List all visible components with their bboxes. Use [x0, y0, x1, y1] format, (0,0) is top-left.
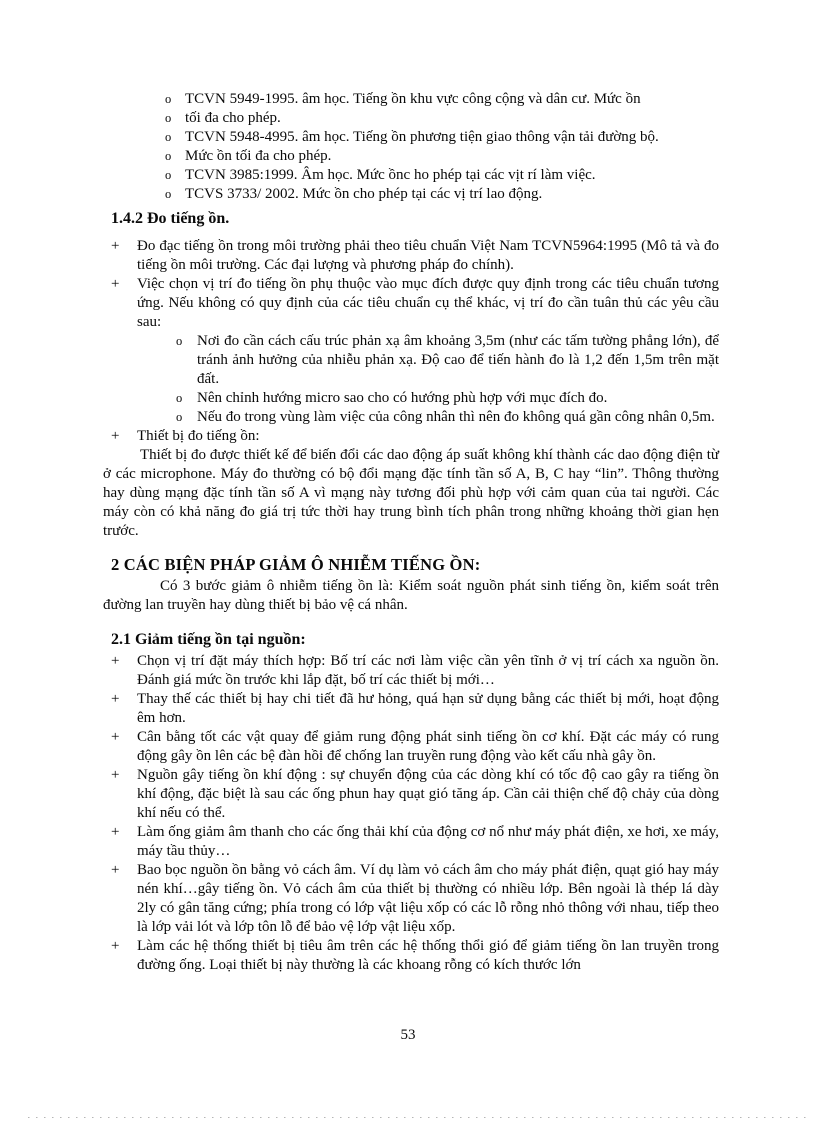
page-number: 53 — [400, 1027, 416, 1043]
equipment-paragraph: Thiết bị đo được thiết kế để biến đổi các dao động áp suất không khí thành các dao động điện từ ở các microphone. Máy đo thường có bộ đổi mạng đặc tính tần số A, B, C hay “lin”. Thông thường hay dùng mạng đặc tính tần số A vì mạng này tương đối phù hợp với cảm quan của tai người. Các máy còn có khả năng đo giá trị tức thời hay trung bình tích phân trong những khoảng thời gian hẹn trước. — [103, 447, 719, 539]
list-item — [103, 861, 719, 937]
list-item-text: Nơi đo cần cách cấu trúc phản xạ âm khoảng 3,5m (như các tấm tường phẳng lớn), để tránh ảnh hưởng của nhiễu phản xạ. Độ cao để tiến hành đo là 1,2 đến 1,5m trên mặt đất. — [197, 333, 719, 387]
list-item — [103, 109, 719, 128]
list-item-text: tối đa cho phép. — [185, 110, 281, 126]
plus-bullet-icon: + — [111, 824, 120, 840]
plus-bullet-icon: + — [111, 729, 120, 745]
list-item-text: Thay thế các thiết bị hay chi tiết đã hư hỏng, quá hạn sử dụng bằng các thiết bị mới, hoạt động êm hơn. — [137, 691, 719, 726]
plus-bullet-icon: + — [111, 428, 120, 444]
circle-bullet-icon: o — [165, 168, 172, 182]
equipment-list — [103, 427, 719, 446]
plus-bullet-icon: + — [111, 691, 120, 707]
circle-bullet-icon: o — [176, 391, 183, 405]
list-item — [103, 185, 719, 204]
plus-bullet-icon: + — [111, 767, 120, 783]
list-item-text: TCVS 3733/ 2002. Mức ồn cho phép tại các vị trí lao động. — [185, 186, 543, 202]
plus-bullet-icon: + — [111, 938, 120, 954]
circle-bullet-icon: o — [176, 334, 183, 348]
heading-measuring-noise: 1.4.2 Đo tiếng ồn. — [111, 210, 230, 227]
page-break-divider — [28, 1116, 808, 1118]
list-item-text: TCVN 5948-4995. âm học. Tiếng ồn phương tiện giao thông vận tải đường bộ. — [185, 129, 659, 145]
reduction-intro-paragraph: Có 3 bước giảm ô nhiễm tiếng ồn là: Kiểm soát nguồn phát sinh tiếng ồn, kiểm soát trên đường lan truyền hay dùng thiết bị bảo vệ cá nhân. — [103, 578, 719, 613]
list-item-text: Thiết bị đo tiếng ồn: — [137, 428, 260, 444]
list-item — [103, 427, 719, 446]
list-item-text: Nếu đo trong vùng làm việc của công nhân thì nên đo không quá gần công nhân 0,5m. — [197, 409, 715, 425]
list-item — [103, 823, 719, 861]
circle-bullet-icon: o — [165, 187, 172, 201]
measuring-list — [103, 237, 719, 332]
list-item-text: Làm các hệ thống thiết bị tiêu âm trên các hệ thống thổi gió để giảm tiếng ồn lan truyền trong đường ống. Loại thiết bị này thường là các khoang rỗng có kích thước lớn — [137, 938, 719, 973]
list-item-text: Nguồn gây tiếng ồn khí động : sự chuyển động của các dòng khí có tốc độ cao gây ra tiếng ồn khí động, đặc biệt là sau các ống phun hay quạt gió tăng áp. Cần cải thiện chế độ chảy của dòng khí nếu có thể. — [137, 767, 719, 821]
measuring-position-sublist — [103, 332, 719, 427]
source-reduction-list — [103, 652, 719, 975]
list-item — [103, 408, 719, 427]
plus-bullet-icon: + — [111, 276, 120, 292]
plus-bullet-icon: + — [111, 653, 120, 669]
page-content — [103, 90, 719, 975]
list-item-text: Làm ống giảm âm thanh cho các ống thải khí của động cơ nổ như máy phát điện, xe hơi, xe máy, máy tầu thủy… — [137, 824, 719, 859]
circle-bullet-icon: o — [165, 130, 172, 144]
list-item — [103, 652, 719, 690]
list-item — [103, 389, 719, 408]
list-item-text: Đo đạc tiếng ồn trong môi trường phải theo tiêu chuẩn Việt Nam TCVN5964:1995 (Mô tả và đo tiếng ồn môi trường. Các đại lượng và phương pháp đo chính). — [137, 238, 719, 273]
list-item-text: Mức ồn tối đa cho phép. — [185, 148, 332, 164]
list-item-text: Chọn vị trí đặt máy thích hợp: Bố trí các nơi làm việc cần yên tĩnh ở vị trí cách xa nguồn ồn. Đánh giá mức ồn trước khi lắp đặt, bố trí các thiết bị mới… — [137, 653, 719, 688]
list-item — [103, 937, 719, 975]
list-item — [103, 766, 719, 823]
list-item — [103, 690, 719, 728]
list-item — [103, 166, 719, 185]
standards-list — [103, 90, 719, 204]
list-item-text: TCVN 5949-1995. âm học. Tiếng ồn khu vực công cộng và dân cư. Mức ồn — [185, 91, 641, 107]
circle-bullet-icon: o — [176, 410, 183, 424]
list-item — [103, 728, 719, 766]
circle-bullet-icon: o — [165, 92, 172, 106]
list-item-text: Bao bọc nguồn ồn bằng vỏ cách âm. Ví dụ làm vỏ cách âm cho máy phát điện, quạt gió hay máy nén khí…gây tiếng ồn. Vỏ cách âm của thiết bị thường có nhiều lớp. Bên ngoài là thép lá dày 2ly có gân tăng cứng; phía trong có lớp vật liệu xốp có các lỗ rỗng nhỏ thông với nhau, tiếp theo là lớp vải lót và lớp tôn lỗ để bảo vệ lớp vật liệu xốp. — [137, 862, 719, 935]
list-item — [103, 237, 719, 275]
heading-noise-reduction-methods: 2 CÁC BIỆN PHÁP GIẢM Ô NHIỄM TIẾNG ỒN: — [111, 555, 481, 574]
plus-bullet-icon: + — [111, 862, 120, 878]
circle-bullet-icon: o — [165, 149, 172, 163]
heading-reduce-noise-at-source: 2.1 Giảm tiếng ồn tại nguồn: — [111, 631, 306, 648]
list-item-text: TCVN 3985:1999. Âm học. Mức ồnc ho phép tại các vịt rí làm việc. — [185, 167, 596, 183]
list-item — [103, 147, 719, 166]
list-item — [103, 90, 719, 109]
list-item-text: Nên chỉnh hướng micro sao cho có hướng phù hợp với mục đích đo. — [197, 390, 608, 406]
list-item — [103, 128, 719, 147]
list-item-text: Việc chọn vị trí đo tiếng ồn phụ thuộc vào mục đích được quy định trong các tiêu chuẩn tương ứng. Nếu không có quy định của các tiêu chuẩn cụ thể khác, vị trí đo cần tuân thủ các yêu cầu sau: — [137, 276, 719, 330]
list-item — [103, 332, 719, 389]
plus-bullet-icon: + — [111, 238, 120, 254]
list-item-text: Cân bằng tốt các vật quay để giảm rung động phát sinh tiếng ồn cơ khí. Đặt các máy có rung động gây ồn lên các bệ đàn hồi để chống lan truyền rung động vào kết cấu nhà gây ồn. — [137, 729, 719, 764]
list-item — [103, 275, 719, 332]
circle-bullet-icon: o — [165, 111, 172, 125]
